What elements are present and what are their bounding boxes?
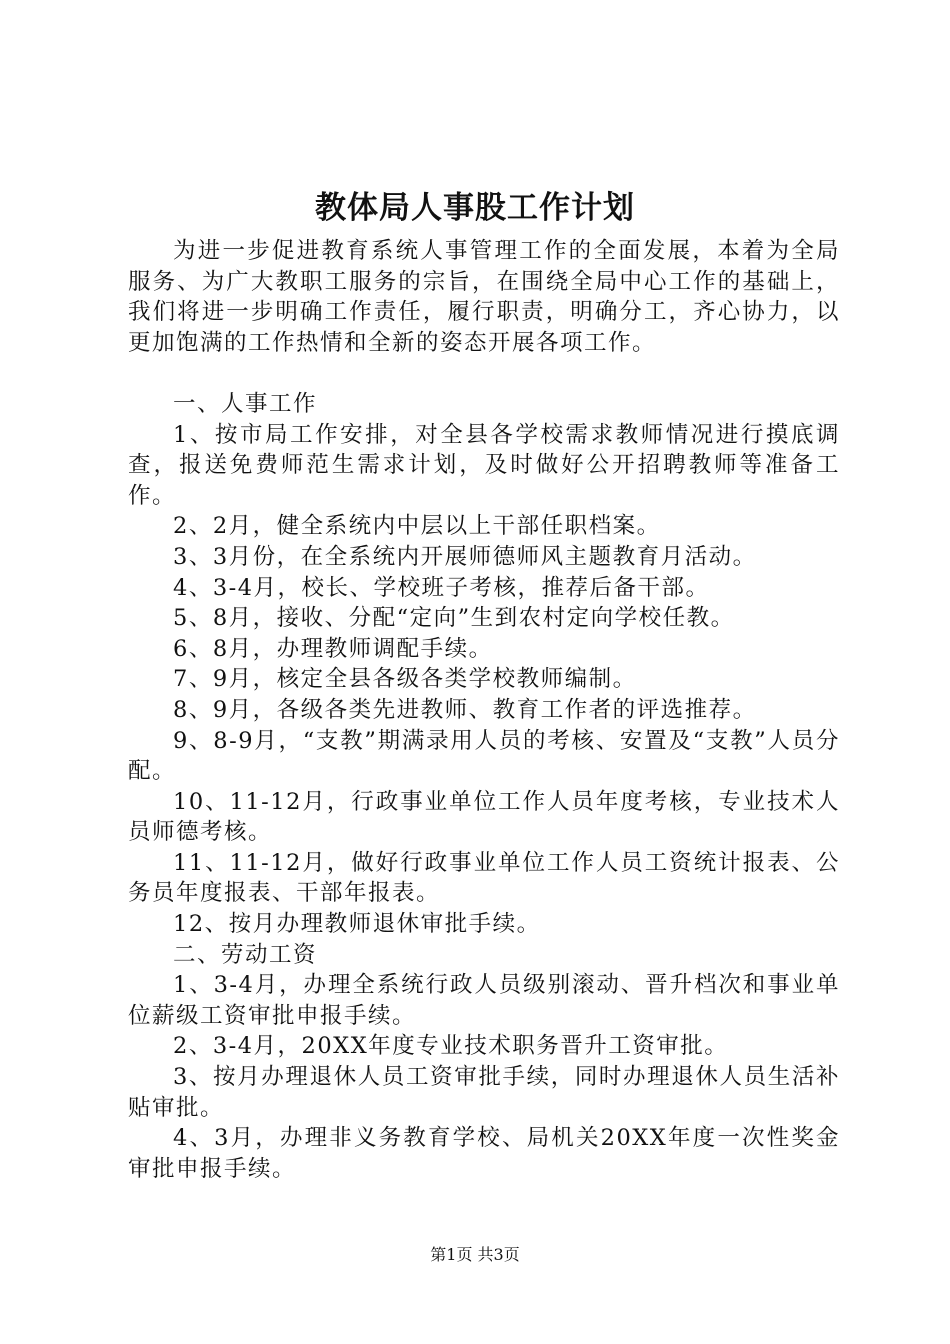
section-heading-wages: 二、劳动工资 xyxy=(173,941,318,968)
list-item: 9、8-9月，“支教”期满录用人员的考核、安置及“支教”人员分配。 xyxy=(128,727,840,785)
list-item: 1、按市局工作安排，对全县各学校需求教师情况进行摸底调查，报送免费师范生需求计划，及时做好公开招聘教师等准备工作。 xyxy=(128,421,840,509)
list-item: 11、11-12月，做好行政事业单位工作人员工资统计报表、公务员年度报表、干部年报表。 xyxy=(128,849,840,907)
list-item: 7、9月，核定全县各级各类学校教师编制。 xyxy=(173,666,637,693)
list-item: 5、8月，接收、分配“定向”生到农村定向学校任教。 xyxy=(173,605,735,632)
list-item: 3、3月份，在全系统内开展师德师风主题教育月活动。 xyxy=(173,543,757,570)
list-item: 4、3-4月，校长、学校班子考核，推荐后备干部。 xyxy=(173,574,710,601)
paragraph-gap xyxy=(128,358,840,389)
list-item: 1、3-4月，办理全系统行政人员级别滚动、晋升档次和事业单位薪级工资审批申报手续。 xyxy=(128,972,840,1029)
document-body xyxy=(128,236,840,1184)
list-item: 4、3月，办理非义务教育学校、局机关20XX年度一次性奖金审批申报手续。 xyxy=(128,1125,840,1182)
list-item: 10、11-12月，行政事业单位工作人员年度考核，专业技术人员师德考核。 xyxy=(128,788,840,846)
document-title: 教体局人事股工作计划 xyxy=(315,190,635,226)
list-item: 2、3-4月，20XX年度专业技术职务晋升工资审批。 xyxy=(173,1033,729,1060)
list-item: 12、按月办理教师退休审批手续。 xyxy=(173,911,541,938)
section-heading-personnel: 一、人事工作 xyxy=(173,390,318,417)
list-item: 2、2月，健全系统内中层以上干部任职档案。 xyxy=(173,513,661,540)
list-item: 8、9月，各级各类先进教师、教育工作者的评选推荐。 xyxy=(173,696,757,723)
list-item: 3、按月办理退休人员工资审批手续，同时办理退休人员生活补贴审批。 xyxy=(128,1064,840,1121)
page-number-footer: 第1页 共3页 xyxy=(430,1245,520,1264)
list-item: 6、8月，办理教师调配手续。 xyxy=(173,635,493,662)
intro-paragraph: 为进一步促进教育系统人事管理工作的全面发展，本着为全局服务、为广大教职工服务的宗旨，在围绕全局中心工作的基础上，我们将进一步明确工作责任，履行职责，明确分工，齐心协力，以更加饱满的工作热情和全新的姿态开展各项工作。 xyxy=(128,238,840,356)
